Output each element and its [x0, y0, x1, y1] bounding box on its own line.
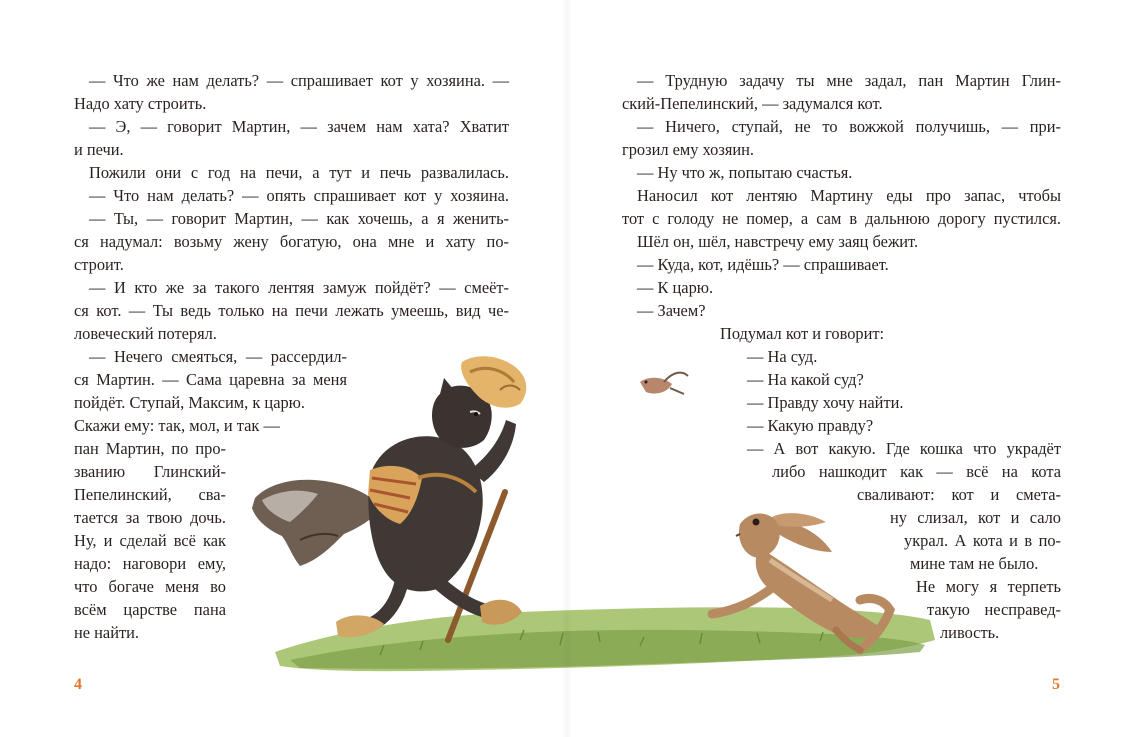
text-line: — А вот какую. Где кошка что украдёт: [747, 439, 1061, 458]
text-line: тот с голоду не помер, а сам в дальнюю дорогу пустился.: [622, 209, 1061, 228]
text-line: сваливают: кот и смета-: [857, 485, 1061, 504]
text-line: Шёл он, шёл, навстречу ему заяц бежит.: [637, 232, 919, 251]
text-line: Надо хату строить.: [74, 94, 207, 113]
right-page: [567, 0, 1134, 737]
text-line: — Что же нам делать? — спрашивает кот у хозяина. —: [89, 71, 509, 90]
text-line: что богаче меня во: [74, 577, 226, 596]
text-line: — К царю.: [637, 278, 714, 297]
text-line: такую несправед-: [927, 600, 1061, 619]
text-line: — Ничего, ступай, не то вожжой получишь, — при-: [637, 117, 1061, 136]
text-line: пойдёт. Ступай, Максим, к царю.: [74, 393, 306, 412]
text-line: не найти.: [74, 623, 139, 642]
text-line: пан Мартин, по про-: [74, 439, 226, 458]
text-line: званию Глинский-: [74, 462, 226, 481]
text-line: — Э, — говорит Мартин, — зачем нам хата? Хватит: [89, 117, 509, 136]
text-line: — Что нам делать? — опять спрашивает кот у хозяина.: [89, 186, 509, 205]
text-line: — Ну что ж, попытаю счастья.: [637, 163, 853, 182]
text-line: украл. А кота и в по-: [904, 531, 1061, 550]
text-line: — На какой суд?: [747, 370, 864, 389]
text-line: ну слизал, кот и сало: [890, 508, 1061, 527]
text-line: либо нашкодит как — всё на кота: [772, 462, 1061, 481]
text-line: Ну, и сделай всё как: [74, 531, 226, 550]
text-line: — Ты, — говорит Мартин, — как хочешь, а я женить-: [89, 209, 509, 228]
text-line: — Правду хочу найти.: [747, 393, 904, 412]
text-line: — Куда, кот, идёшь? — спрашивает.: [637, 255, 889, 274]
text-line: грозил ему хозяин.: [622, 140, 754, 159]
text-line: Пепелинский, сва-: [74, 485, 226, 504]
text-line: ливость.: [940, 623, 1000, 642]
text-line: Наносил кот лентяю Мартину еды про запас, чтобы: [637, 186, 1061, 205]
text-line: Пожили они с год на печи, а тут и печь развалилась.: [89, 163, 509, 182]
text-line: — Трудную задачу ты мне задал, пан Мартин Глин-: [637, 71, 1061, 90]
page-number: 4: [74, 676, 82, 693]
text-line: Подумал кот и говорит:: [720, 324, 885, 343]
text-line: — Нечего смеяться, — рассердил-: [89, 347, 347, 366]
text-line: всём царстве пана: [74, 600, 226, 619]
text-line: Скажи ему: так, мол, и так —: [74, 416, 280, 435]
text-line: — Какую правду?: [747, 416, 874, 435]
text-line: ся кот. — Ты ведь только на печи лежать умеешь, вид че-: [74, 301, 509, 320]
text-line: тается за твою дочь.: [74, 508, 226, 527]
text-line: — Зачем?: [637, 301, 706, 320]
text-line: — На суд.: [747, 347, 818, 366]
text-line: ский-Пепелинский, — задумался кот.: [622, 94, 883, 113]
text-line: мине там не было.: [910, 554, 1039, 573]
text-line: ловеческий потерял.: [74, 324, 217, 343]
text-line: надо: наговори ему,: [74, 554, 226, 573]
text-line: — И кто же за такого лентяя замуж пойдёт? — смеёт-: [89, 278, 509, 297]
page-number: 5: [1052, 676, 1060, 693]
text-line: строит.: [74, 255, 124, 274]
text-line: и печи.: [74, 140, 124, 159]
text-line: Не могу я терпеть: [916, 577, 1061, 596]
text-line: ся надумал: возьму жену богатую, она мне и хату по-: [74, 232, 509, 251]
text-line: ся Мартин. — Сама царевна за меня: [74, 370, 347, 389]
